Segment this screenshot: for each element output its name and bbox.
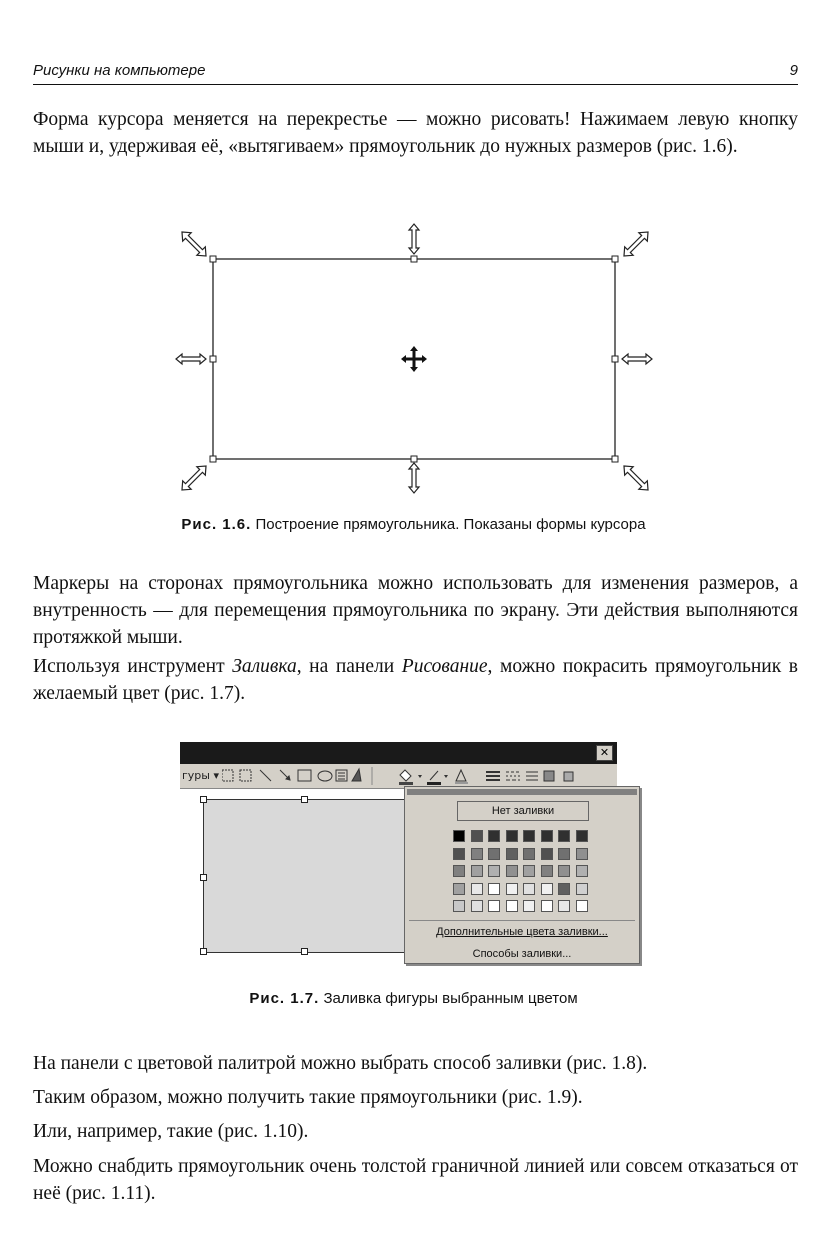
color-swatch[interactable]	[541, 900, 553, 912]
color-swatch[interactable]	[488, 900, 500, 912]
rotate-icon	[240, 770, 251, 781]
color-swatch[interactable]	[506, 830, 518, 842]
fill-effects-item[interactable]: Способы заливки...	[472, 948, 572, 960]
paragraph-3-text: , на панели	[296, 656, 402, 677]
figure-1-6-diagram	[170, 222, 660, 497]
line-icon	[260, 770, 271, 781]
color-swatch[interactable]	[523, 848, 535, 860]
font-color-icon	[456, 770, 466, 781]
color-swatch[interactable]	[558, 900, 570, 912]
color-swatch[interactable]	[523, 865, 535, 877]
horizontal-resize-cursor-icon	[176, 354, 206, 364]
move-cursor-icon	[401, 346, 427, 372]
figure-caption-text: Заливка фигуры выбранным цветом	[323, 990, 578, 1007]
paragraph-5: Таким образом, можно получить такие прямоугольники (рис. 1.9).	[33, 1087, 583, 1108]
color-swatch[interactable]	[523, 830, 535, 842]
color-swatch[interactable]	[558, 883, 570, 895]
vertical-resize-cursor-icon	[409, 463, 419, 493]
horizontal-resize-cursor-icon	[622, 354, 652, 364]
resize-handle[interactable]	[200, 796, 207, 803]
paragraph-2: Маркеры на сторонах прямоугольника можно использовать для изменения размеров, а внутренность — для перемещения прямоугольника по экрану. Эти действия выполняются протяжкой мыши.	[33, 573, 798, 648]
diagonal-resize-cursor-icon	[178, 462, 211, 495]
vertical-resize-cursor-icon	[409, 224, 419, 254]
line-color-icon	[430, 771, 438, 780]
color-swatch[interactable]	[576, 900, 588, 912]
running-header	[33, 60, 798, 85]
color-swatch[interactable]	[576, 830, 588, 842]
color-swatch[interactable]	[541, 883, 553, 895]
color-swatch[interactable]	[541, 865, 553, 877]
tool-name-fill: Заливка	[232, 656, 297, 677]
color-swatch[interactable]	[488, 883, 500, 895]
figure-1-7-caption	[0, 990, 827, 1007]
paragraph-7: Можно снабдить прямоугольник очень толстой граничной линией или совсем отказаться от неё (рис. 1.11).	[33, 1156, 798, 1204]
color-swatch[interactable]	[488, 848, 500, 860]
toolbar-icons	[222, 767, 612, 785]
arrow-style-icon	[526, 772, 538, 780]
paragraph-3-text: Используя инструмент	[33, 656, 233, 677]
color-swatch[interactable]	[471, 883, 483, 895]
paragraph-3-text: , можно покрасить прямоугольник в желаемый цвет (рис. 1.7).	[33, 656, 798, 704]
rectangle-tool-icon	[298, 770, 311, 781]
color-swatch[interactable]	[453, 900, 465, 912]
diagonal-resize-cursor-icon	[620, 462, 653, 495]
dash-style-icon	[506, 772, 520, 780]
shadow-icon	[544, 771, 554, 781]
line-style-icon	[486, 772, 500, 780]
diagonal-resize-cursor-icon	[178, 228, 211, 261]
color-swatch[interactable]	[453, 830, 465, 842]
color-swatch[interactable]	[471, 865, 483, 877]
color-swatch[interactable]	[506, 848, 518, 860]
color-swatch[interactable]	[541, 848, 553, 860]
color-swatch[interactable]	[506, 900, 518, 912]
resize-handle[interactable]	[200, 874, 207, 881]
select-objects-icon	[222, 770, 233, 781]
paragraph-1: Форма курсора меняется на перекрестье — можно рисовать! Нажимаем левую кнопку мыши и, удерживая её, «вытягиваем» прямоугольник до нужных размеров (рис. 1.6).	[33, 109, 798, 157]
paragraph-6: Или, например, такие (рис. 1.10).	[33, 1121, 309, 1142]
fill-color-dropdown	[404, 786, 640, 964]
toolbar-title-bar	[180, 742, 617, 764]
resize-handle[interactable]	[200, 948, 207, 955]
figure-label: Рис. 1.6.	[181, 516, 252, 533]
figure-1-6-caption	[0, 516, 827, 533]
resize-handle[interactable]	[301, 796, 308, 803]
wordart-icon	[352, 769, 361, 781]
color-swatch[interactable]	[541, 830, 553, 842]
figure-label: Рис. 1.7.	[249, 990, 320, 1007]
color-swatch[interactable]	[453, 883, 465, 895]
page-number: 9	[789, 62, 798, 79]
3d-icon	[564, 772, 573, 781]
panel-name-drawing: Рисование	[401, 656, 488, 677]
color-swatch[interactable]	[453, 848, 465, 860]
color-swatch[interactable]	[488, 830, 500, 842]
diagonal-resize-cursor-icon	[620, 228, 653, 261]
color-swatch[interactable]	[523, 900, 535, 912]
header-title: Рисунки на компьютере	[33, 62, 206, 79]
color-swatch[interactable]	[471, 900, 483, 912]
paragraph-4: На панели с цветовой палитрой можно выбрать способ заливки (рис. 1.8).	[33, 1053, 648, 1074]
color-swatch[interactable]	[506, 883, 518, 895]
color-swatch[interactable]	[471, 848, 483, 860]
figure-caption-text: Построение прямоугольника. Показаны формы курсора	[255, 516, 646, 533]
color-swatch[interactable]	[506, 865, 518, 877]
paragraph-3	[33, 653, 798, 707]
color-swatch[interactable]	[471, 830, 483, 842]
color-swatch[interactable]	[558, 830, 570, 842]
dropdown-drag-bar[interactable]	[407, 789, 637, 795]
color-swatch[interactable]	[453, 865, 465, 877]
filled-rectangle[interactable]	[203, 799, 407, 953]
dropdown-separator	[409, 920, 635, 921]
no-fill-button[interactable]: Нет заливки	[457, 801, 589, 821]
color-swatch[interactable]	[523, 883, 535, 895]
color-swatch[interactable]	[576, 883, 588, 895]
fill-color-icon	[400, 770, 411, 781]
more-fill-colors-item[interactable]: Дополнительные цвета заливки...	[436, 926, 608, 938]
color-swatch[interactable]	[576, 865, 588, 877]
oval-tool-icon	[318, 771, 332, 781]
color-swatch[interactable]	[488, 865, 500, 877]
resize-handle[interactable]	[301, 948, 308, 955]
figures-menu[interactable]: гуры ▾	[182, 769, 219, 782]
close-icon[interactable]: ✕	[596, 745, 613, 761]
color-swatch[interactable]	[576, 848, 588, 860]
figure-1-7-screenshot	[180, 742, 620, 967]
color-swatch[interactable]	[558, 865, 570, 877]
color-swatch[interactable]	[558, 848, 570, 860]
